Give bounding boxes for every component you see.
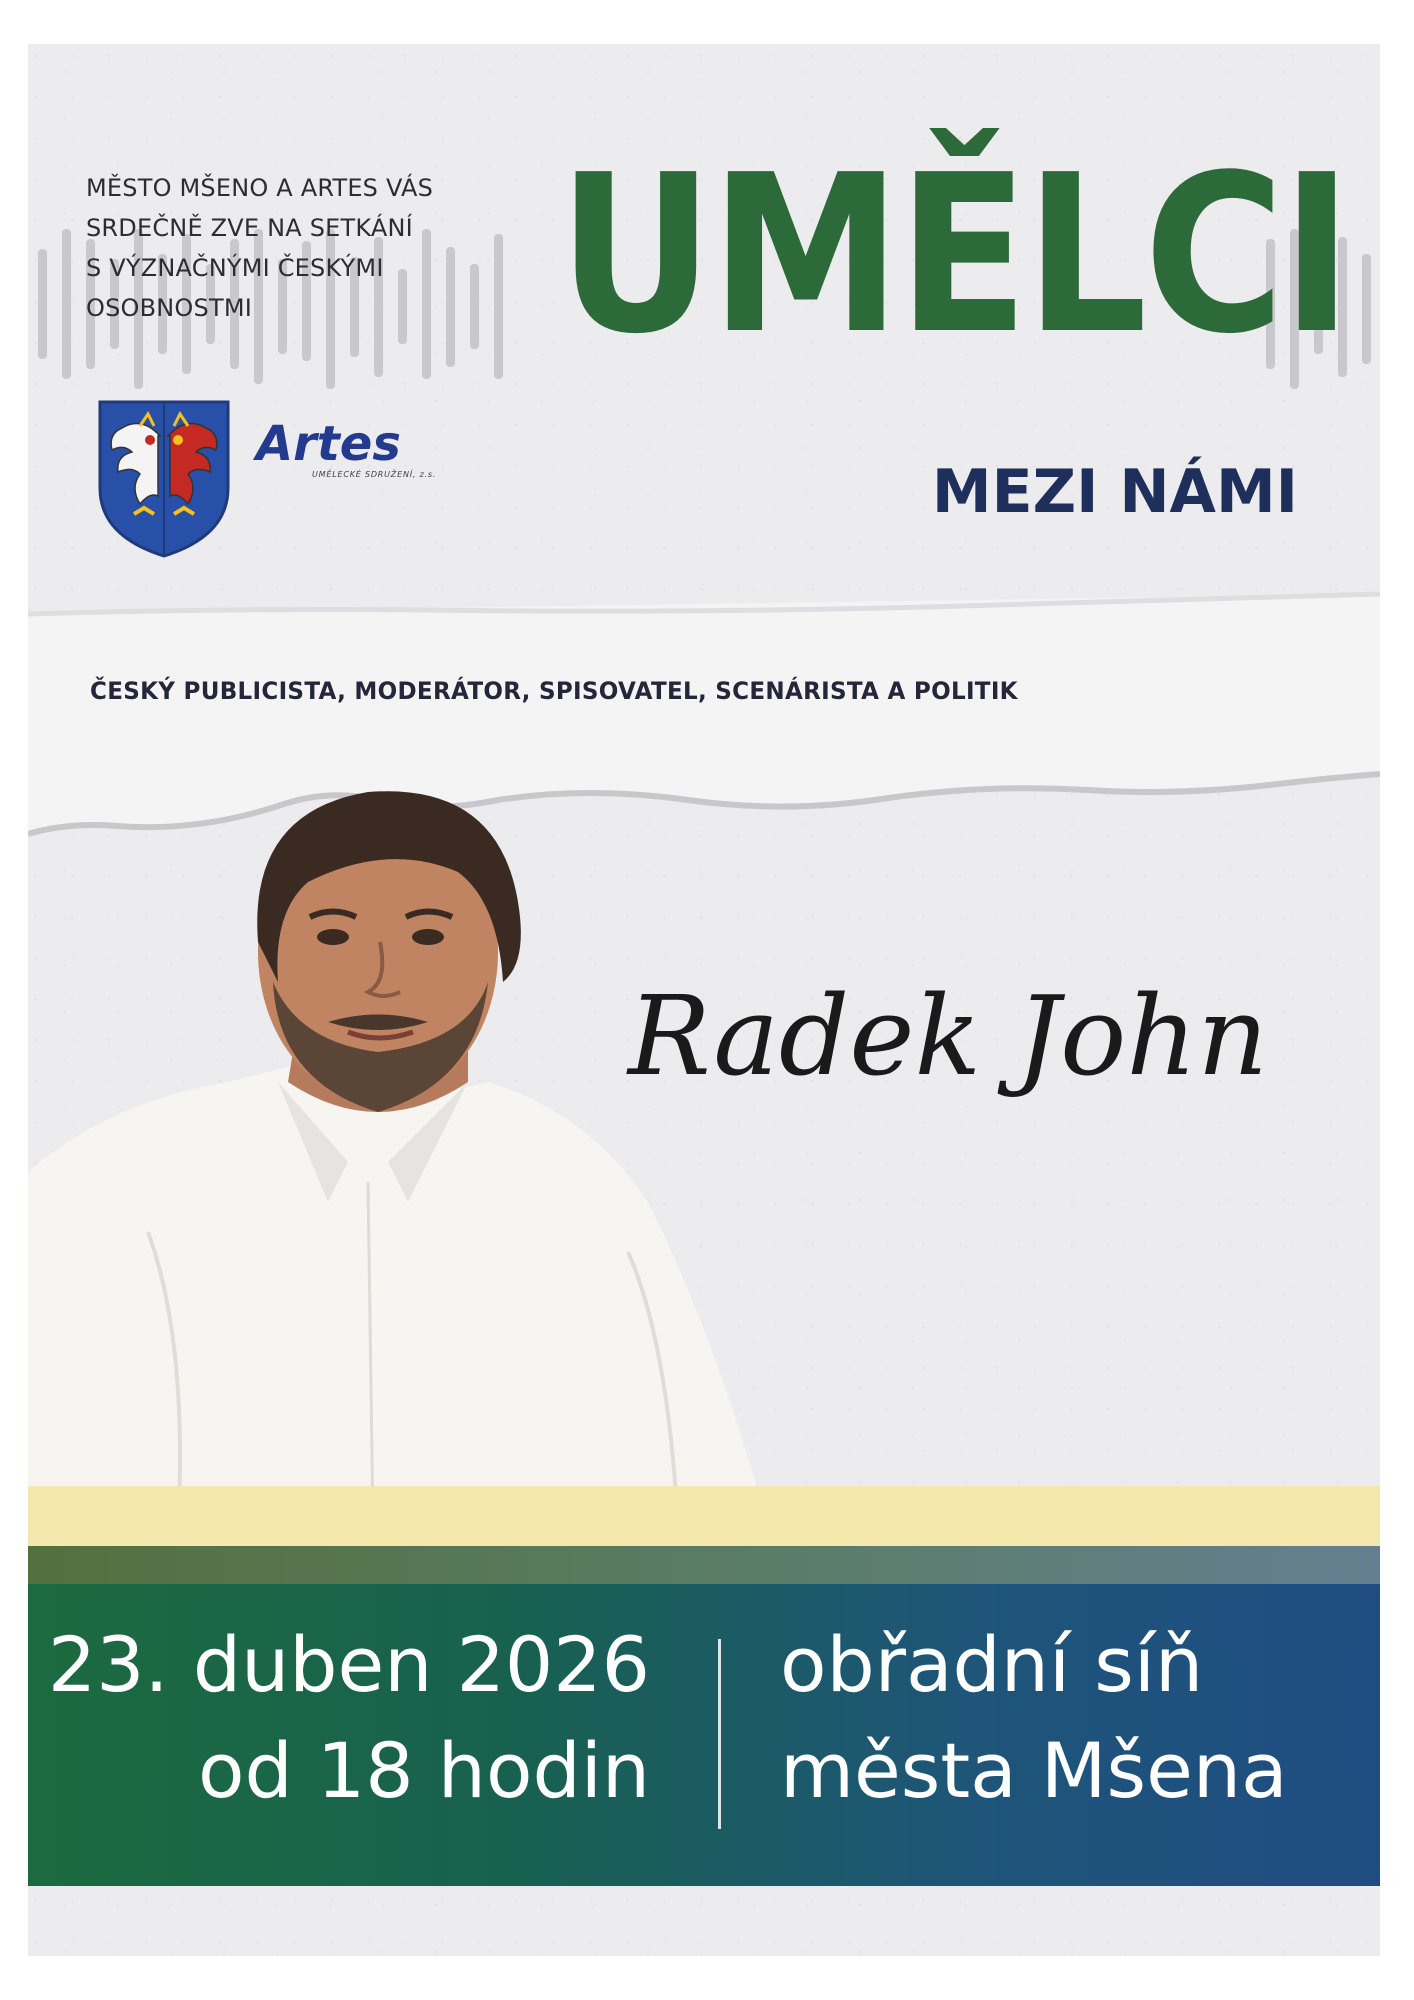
invitation-line: S VÝZNAČNÝMI ČESKÝMI [86,254,384,282]
invitation-line: SRDEČNĚ ZVE NA SETKÁNÍ [86,214,413,242]
invitation-line: OSOBNOSTMI [86,294,253,322]
signature-text: Radek John [628,972,1269,1100]
eagle-coat-of-arms-icon [94,396,234,561]
guest-name-signature [588,944,1308,1144]
cream-stripe [28,1486,1380,1546]
event-info-band [28,1584,1380,1886]
event-place-line: obřadní síň [780,1620,1204,1709]
poster [28,44,1380,1956]
poster-title: UMĚLCI [558,129,1350,382]
artes-logo-subtitle: UMĚLECKÉ SDRUŽENÍ, z.s. [312,470,437,479]
info-divider [718,1639,721,1829]
artes-logo [256,416,506,496]
artes-wordmark: Artes [256,416,401,472]
event-date-line: 23. duben 2026 [47,1620,650,1709]
event-date [48,1612,650,1824]
guest-occupation: ČESKÝ PUBLICISTA, MODERÁTOR, SPISOVATEL, SCENÁRISTA A POLITIK [90,677,1018,705]
invitation-text [86,168,433,328]
gradient-stripe [28,1546,1380,1584]
event-place-line: města Mšena [780,1726,1288,1815]
artes-logo-name [256,416,401,472]
invitation-line: MĚSTO MŠENO A ARTES VÁS [86,174,434,202]
guest-portrait-photo [28,782,768,1527]
event-time-line: od 18 hodin [198,1726,650,1815]
poster-subtitle: MEZI NÁMI [931,457,1298,527]
event-place [780,1612,1288,1824]
